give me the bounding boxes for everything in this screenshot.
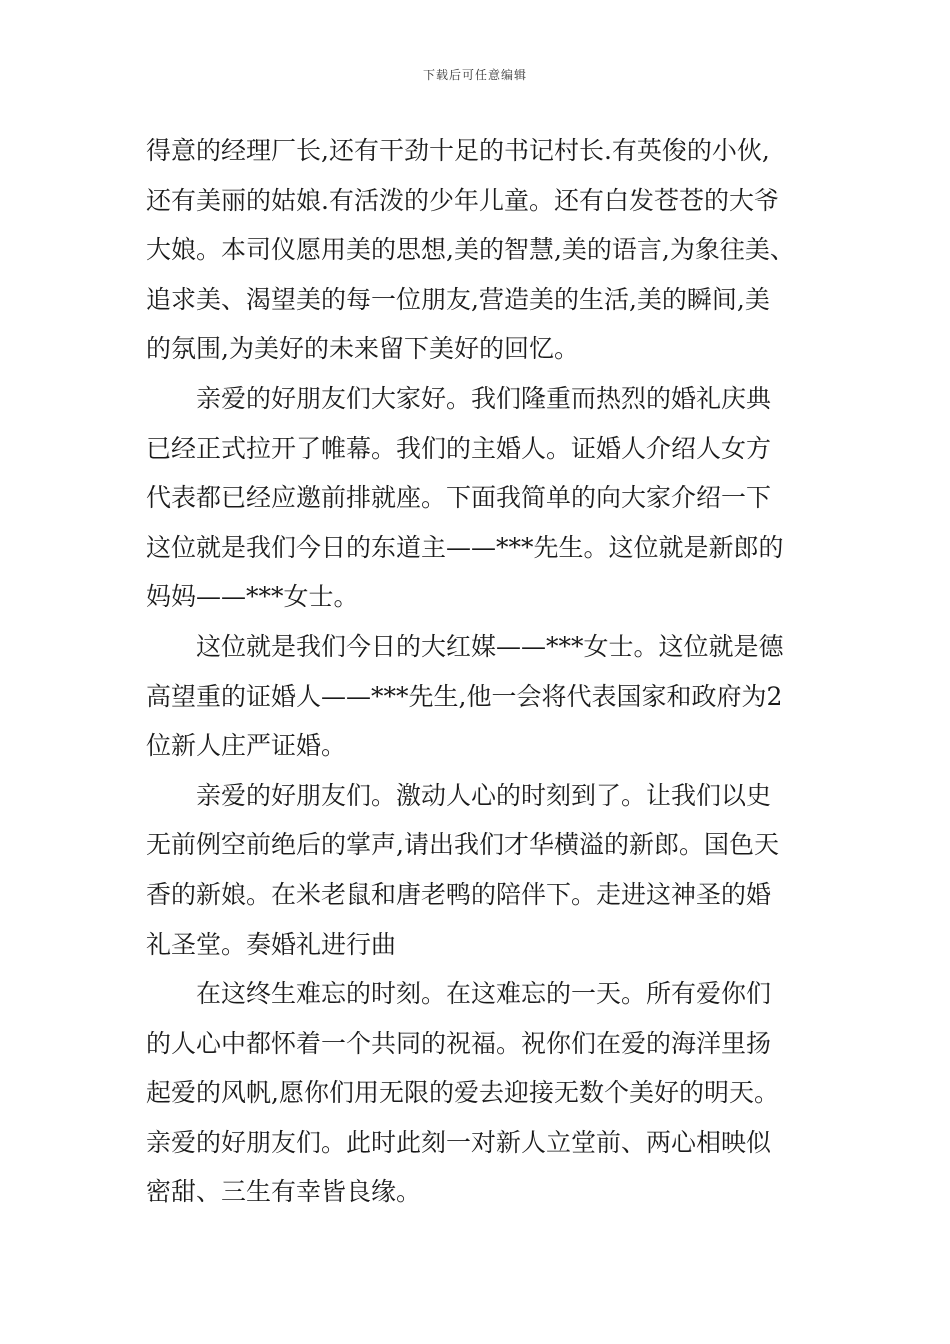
text-line: 这位就是我们今日的大红媒——***女士。这位就是德	[196, 631, 784, 661]
paragraph-5	[146, 969, 826, 1217]
document-body	[146, 126, 826, 1217]
text-line: 香的新娘。在米老鼠和唐老鸭的陪伴下。走进这神圣的婚	[146, 879, 772, 909]
text-line: 大娘。本司仪愿用美的思想,美的智慧,美的语言,为象往美、	[146, 235, 795, 265]
text-line: 在这终生难忘的时刻。在这难忘的一天。所有爱你们	[196, 979, 772, 1009]
text-line: 的氛围,为美好的未来留下美好的回忆。	[146, 334, 579, 364]
text-line: 位新人庄严证婚。	[146, 731, 347, 761]
text-line: 亲爱的好朋友们大家好。我们隆重而热烈的婚礼庆典	[196, 383, 772, 413]
text-line: 这位就是我们今日的东道主——***先生。这位就是新郎的	[146, 532, 784, 562]
paragraph-4	[146, 771, 826, 969]
text-line: 代表都已经应邀前排就座。下面我简单的向大家介绍一下	[146, 483, 772, 513]
paragraph-2	[146, 374, 826, 622]
text-line: 已经正式拉开了帷幕。我们的主婚人。证婚人介绍人女方	[146, 433, 772, 463]
text-line: 亲爱的好朋友们。激动人心的时刻到了。让我们以史	[196, 780, 772, 810]
text-line: 妈妈——***女士。	[146, 582, 359, 612]
text-line: 的人心中都怀着一个共同的祝福。祝你们在爱的海洋里扬	[146, 1028, 772, 1058]
paragraph-3	[146, 622, 826, 771]
text-line: 礼圣堂。奏婚礼进行曲	[146, 929, 397, 959]
text-line: 追求美、渴望美的每一位朋友,营造美的生活,美的瞬间,美	[146, 284, 770, 314]
text-line: 起爱的风帆,愿你们用无限的爱去迎接无数个美好的明天。	[146, 1078, 779, 1108]
text-line: 还有美丽的姑娘.有活泼的少年儿童。还有白发苍苍的大爷	[146, 185, 779, 215]
paragraph-1	[146, 126, 826, 374]
page-header: 下载后可任意编辑	[422, 68, 527, 82]
text-line: 得意的经理厂长,还有干劲十足的书记村长.有英俊的小伙,	[146, 136, 770, 165]
text-line: 高望重的证婚人——***先生,他一会将代表国家和政府为2	[146, 681, 783, 711]
text-line: 亲爱的好朋友们。此时此刻一对新人立堂前、两心相映似	[146, 1127, 772, 1157]
text-line: 无前例空前绝后的掌声,请出我们才华横溢的新郎。国色天	[146, 830, 779, 860]
text-line: 密甜、三生有幸皆良缘。	[146, 1177, 422, 1207]
